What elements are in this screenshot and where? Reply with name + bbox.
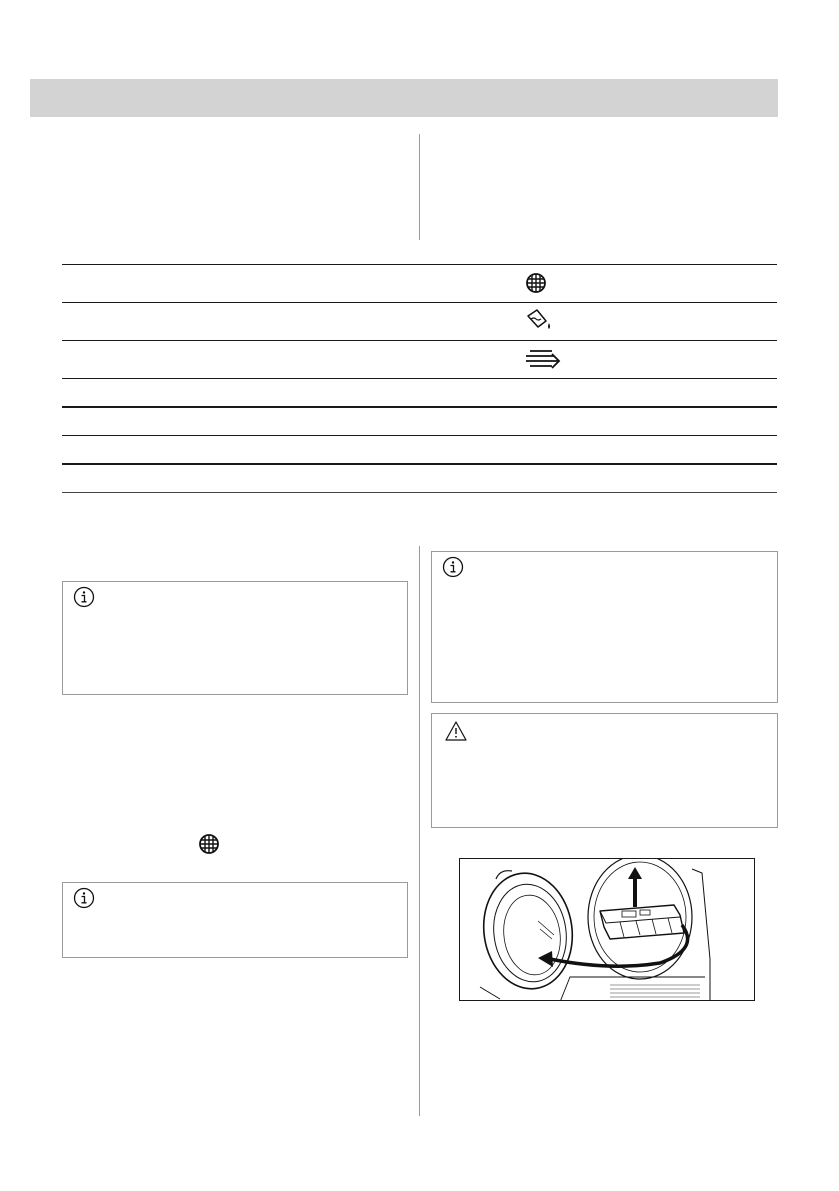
dryer-filter-illustration [459, 858, 755, 1001]
symbols-table [62, 264, 777, 494]
filter-grid-icon [197, 832, 229, 858]
info-icon [73, 887, 93, 907]
column-separator-top [419, 134, 420, 240]
info-icon [73, 586, 93, 606]
warning-note [431, 713, 778, 828]
table-row [62, 303, 777, 339]
water-container-icon [524, 307, 556, 333]
table-row [62, 265, 777, 301]
table-row [62, 465, 777, 492]
info-note [62, 581, 408, 695]
table-row [62, 341, 777, 377]
table-row [62, 408, 777, 435]
table-rule [62, 492, 777, 493]
column-separator-bottom [419, 546, 420, 1116]
filter-grid-icon [524, 271, 556, 297]
info-note [62, 882, 408, 958]
table-row [62, 436, 777, 463]
section-header-band [30, 79, 778, 117]
warning-triangle-icon [444, 720, 468, 742]
table-row [62, 379, 777, 406]
info-note [431, 551, 778, 703]
info-icon [442, 556, 462, 576]
airflow-arrow-icon [524, 347, 564, 373]
